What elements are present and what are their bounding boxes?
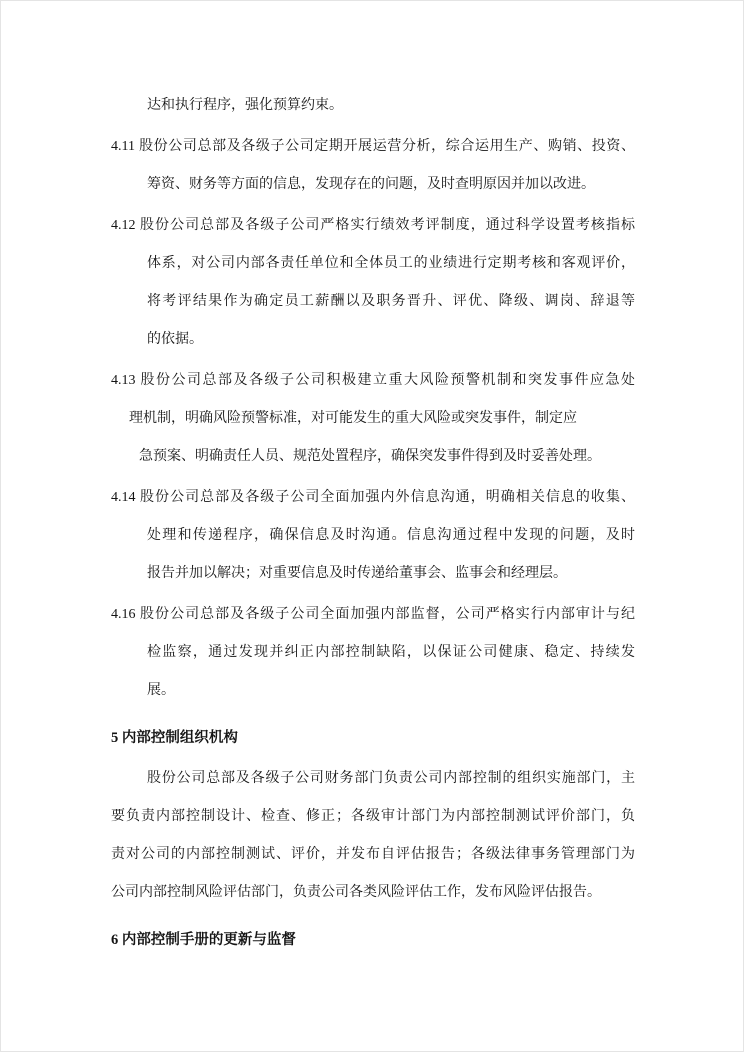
text-line: 4.14 股份公司总部及各级子公司全面加强内外信息沟通，明确相关信息的收集、 — [111, 490, 635, 505]
text-line: 筹资、财务等方面的信息，发现存在的问题，及时查明原因并加以改进。 — [147, 177, 595, 192]
text-line: 展。 — [147, 683, 175, 698]
text-line: 达和执行程序，强化预算约束。 — [147, 98, 343, 113]
text-line: 检监察，通过发现并纠正内部控制缺陷，以保证公司健康、稳定、持续发 — [147, 645, 635, 660]
text-line: 的依据。 — [147, 332, 203, 347]
section-5-body-paragraph — [111, 760, 635, 912]
text-line: 报告并加以解决；对重要信息及时传递给董事会、监事会和经理层。 — [147, 566, 567, 581]
heading-text: 6 内部控制手册的更新与监督 — [111, 932, 296, 948]
text-line: 责对公司的内部控制测试、评价，并发布自评估报告；各级法律事务管理部门为 — [111, 847, 635, 862]
text-line: 4.13 股份公司总部及各级子公司积极建立重大风险预警机制和突发事件应急处 — [111, 373, 635, 388]
numbered-item-4-13 — [111, 362, 635, 476]
text-line: 将考评结果作为确定员工薪酬以及职务晋升、评优、降级、调岗、辞退等 — [147, 294, 635, 309]
text-line: 4.11 股份公司总部及各级子公司定期开展运营分析，综合运用生产、购销、投资、 — [111, 139, 635, 154]
text-line: 急预案、明确责任人员、规范处置程序，确保突发事件得到及时妥善处理。 — [139, 449, 601, 464]
numbered-item-4-11 — [111, 128, 635, 204]
text-line: 处理和传递程序，确保信息及时沟通。信息沟通过程中发现的问题，及时 — [147, 528, 635, 543]
numbered-item-4-12 — [111, 207, 635, 359]
text-line: 股份公司总部及各级子公司财务部门负责公司内部控制的组织实施部门，主 — [147, 771, 635, 786]
text-line: 理机制，明确风险预警标准，对可能发生的重大风险或突发事件，制定应 — [129, 411, 577, 426]
text-line: 要负责内部控制设计、检查、修正；各级审计部门为内部控制测试评价部门，负 — [111, 809, 635, 824]
section-heading-5 — [111, 719, 635, 757]
text-line: 体系，对公司内部各责任单位和全体员工的业绩进行定期考核和客观评价， — [147, 256, 635, 271]
text-line: 4.16 股份公司总部及各级子公司全面加强内部监督，公司严格实行内部审计与纪 — [111, 607, 635, 622]
paragraph-4-10-continuation — [111, 87, 635, 125]
text-line: 4.12 股份公司总部及各级子公司严格实行绩效考评制度，通过科学设置考核指标 — [111, 218, 635, 233]
text-line: 公司内部控制风险评估部门，负责公司各类风险评估工作，发布风险评估报告。 — [111, 885, 601, 900]
heading-text: 5 内部控制组织机构 — [111, 730, 238, 746]
numbered-item-4-14 — [111, 479, 635, 593]
section-heading-6 — [111, 921, 635, 959]
numbered-item-4-16 — [111, 596, 635, 710]
